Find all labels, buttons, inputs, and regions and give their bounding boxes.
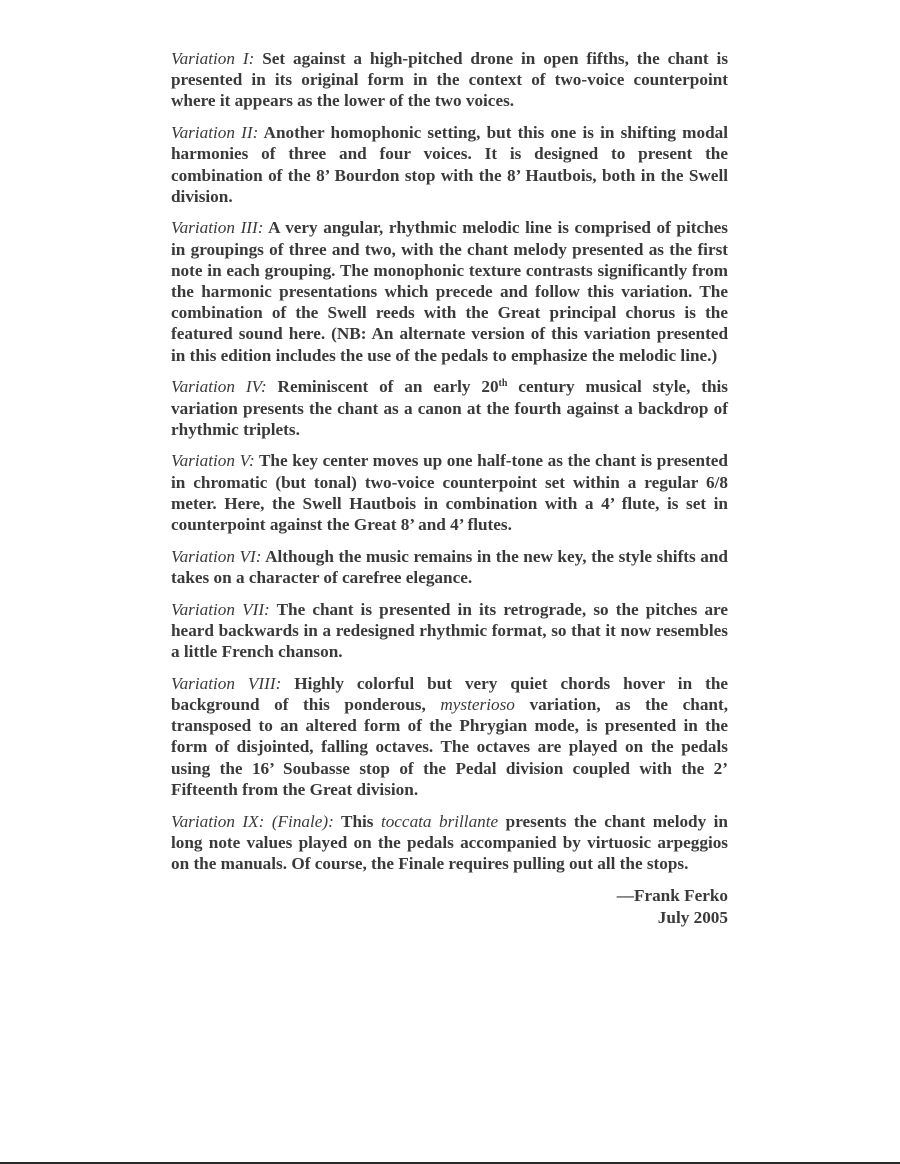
- variation-8-paragraph: [171, 673, 728, 800]
- variation-9-text-after: presents the chant melody in long note values played on the pedals accompanied by virtuosic arpeggios on the manuals. Of course, the Finale requires pulling out all the stops.: [171, 811, 728, 873]
- variation-1-text: Set against a high-pitched drone in open fifths, the chant is presented in its original form in the context of two-voice counterpoint where it appears as the lower of the two voices.: [171, 49, 729, 111]
- variation-2-label: Variation II:: [171, 123, 259, 143]
- variation-9-paragraph: [171, 811, 728, 875]
- variation-7-text: The chant is presented in its retrograde, so the pitches are heard backwards in a redesigned rhythmic format, so that it now resembles a little French chanson.: [171, 599, 728, 662]
- variation-5-label: Variation V:: [171, 451, 255, 471]
- variation-4-text-before: Reminiscent of an early 20: [266, 377, 499, 397]
- variation-9-text-before: This: [333, 811, 381, 831]
- variation-4-text-after: century musical style, this variation presents the chant as a canon at the fourth against a backdrop of rhythmic triplets.: [171, 377, 728, 439]
- variation-7-label: Variation VII:: [171, 599, 270, 619]
- variation-9-label: Variation IX: (Finale):: [171, 811, 334, 831]
- variation-2-paragraph: [171, 122, 728, 207]
- variation-8-text-before: Highly colorful but very quiet chords hover in the background of this ponderous,: [171, 673, 729, 714]
- variation-4-paragraph: [171, 376, 728, 440]
- variation-5-text: The key center moves up one half-tone as the chant is presented in chromatic (but tonal) two-voice counterpoint set within a regular 6/8 meter. Here, the Swell Hautbois in combination with a 4’ flute, is set in counterpoint against the Great 8’ and 4’ flutes.: [171, 451, 728, 535]
- variation-8-label: Variation VIII:: [171, 673, 282, 693]
- variation-6-text: Although the music remains in the new key, the style shifts and takes on a character of carefree elegance.: [171, 546, 728, 587]
- variation-3-paragraph: [171, 217, 728, 365]
- variation-8-emphasis: mysterioso: [440, 694, 515, 714]
- variation-6-label: Variation VI:: [171, 546, 262, 566]
- signature-date: July 2005: [657, 907, 728, 927]
- variation-3-text: A very angular, rhythmic melodic line is comprised of pitches in groupings of three and two, with the chant melody presented as the first note in each grouping. The monophonic texture contrasts significantly from the harmonic presentations which precede and follow this variation. The combination of the Swell reeds with the Great principal chorus is the featured sound here. (NB: An alternate version of this variation presented in this edition includes the use of the pedals to emphasize the melodic line.): [171, 218, 728, 365]
- variation-7-paragraph: [171, 599, 728, 663]
- variation-4-superscript: th: [498, 378, 508, 390]
- variation-1-paragraph: [171, 48, 728, 112]
- variation-4-label: Variation IV:: [171, 377, 267, 397]
- signature-block: [171, 885, 728, 929]
- variation-1-label: Variation I:: [171, 49, 255, 68]
- variation-5-paragraph: [171, 450, 728, 535]
- variation-8-text-after: variation, as the chant, transposed to an altered form of the Phrygian mode, is presented in the form of disjointed, falling octaves. The octaves are played on the pedals using the 16’ Soubasse stop of the Pedal division coupled with the 2’ Fifteenth from the Great division.: [171, 694, 728, 799]
- variation-9-emphasis: toccata brillante: [380, 811, 499, 831]
- variation-3-label: Variation III:: [171, 218, 264, 238]
- variation-6-paragraph: [171, 546, 728, 588]
- program-notes: [171, 48, 728, 929]
- signature-author: —Frank Ferko: [616, 885, 728, 905]
- variation-2-text: Another homophonic setting, but this one is in shifting modal harmonies of three and four voices. It is designed to present the combination of the 8’ Bourdon stop with the 8’ Hautbois, both in the Swell division.: [171, 123, 728, 206]
